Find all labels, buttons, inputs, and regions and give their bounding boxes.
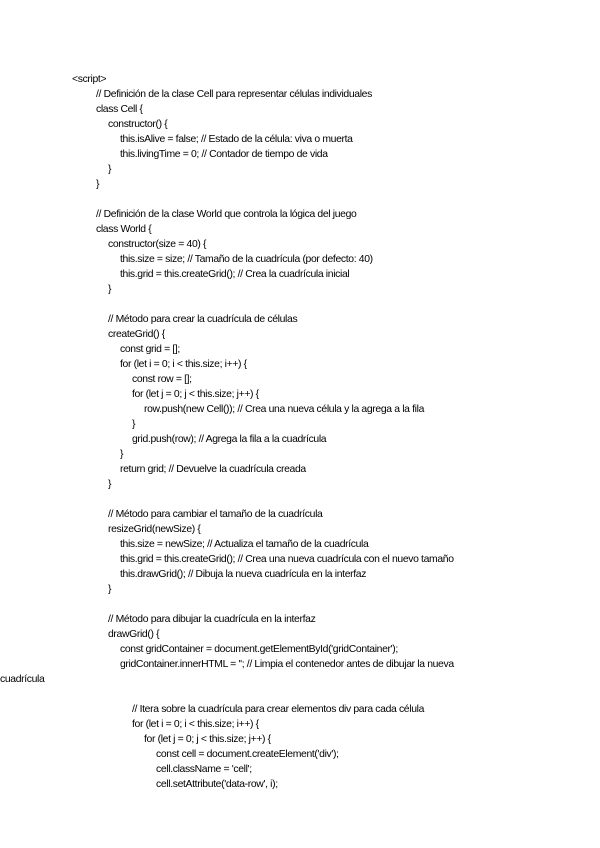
code-line: for (let j = 0; j < this.size; j++) { [132,389,259,400]
code-comment: // Método para dibujar la cuadrícula en la interfaz [108,614,316,625]
code-line: grid.push(row); // Agrega la fila a la cuadrícula [132,434,327,445]
code-line: constructor() { [108,119,168,130]
blank-line [72,492,542,507]
code-line: this.size = size; // Tamaño de la cuadrícula (por defecto: 40) [120,254,373,265]
code-line: } [108,479,112,490]
code-line: } [108,164,112,175]
code-line: for (let i = 0; i < this.size; i++) { [132,719,259,730]
code-line: const grid = []; [120,344,180,355]
code-line: const row = []; [132,374,192,385]
code-line: cell.className = 'cell'; [156,764,252,775]
code-line: constructor(size = 40) { [108,239,207,250]
code-line: } [108,284,112,295]
code-line: this.isAlive = false; // Estado de la célula: viva o muerta [120,134,353,145]
code-comment: // Definición de la clase Cell para representar células individuales [96,89,372,100]
code-line: this.livingTime = 0; // Contador de tiempo de vida [120,149,328,160]
code-line: const gridContainer = document.getElementById('gridContainer'); [120,644,398,655]
code-block [0,72,542,792]
code-line: for (let j = 0; j < this.size; j++) { [144,734,271,745]
code-line: class Cell { [96,104,143,115]
blank-line [72,297,542,312]
code-line: resizeGrid(newSize) { [108,524,201,535]
code-line: } [120,449,124,460]
code-line: for (let i = 0; i < this.size; i++) { [120,359,247,370]
blank-line [72,597,542,612]
code-line: this.drawGrid(); // Dibuja la nueva cuadrícula en la interfaz [120,569,367,580]
blank-line [72,192,542,207]
code-line: } [132,419,136,430]
code-comment: // Definición de la clase World que controla la lógica del juego [96,209,357,220]
code-line-wrap: cuadrícula [0,674,45,685]
code-line: class World { [96,224,152,235]
code-line: this.grid = this.createGrid(); // Crea la cuadrícula inicial [120,269,350,280]
code-line: row.push(new Cell()); // Crea una nueva célula y la agrega a la fila [144,404,424,415]
code-line: cell.setAttribute('data-row', i); [156,779,278,790]
code-line: } [108,584,112,595]
code-line: <script> [72,74,107,85]
code-line: this.size = newSize; // Actualiza el tamaño de la cuadrícula [120,539,369,550]
code-line: drawGrid() { [108,629,160,640]
code-line: this.grid = this.createGrid(); // Crea una nueva cuadrícula con el nuevo tamaño [120,554,454,565]
code-comment: // Método para cambiar el tamaño de la cuadrícula [108,509,323,520]
code-comment: // Método para crear la cuadrícula de células [108,314,298,325]
code-line: createGrid() { [108,329,165,340]
code-line: return grid; // Devuelve la cuadrícula creada [120,464,306,475]
blank-line [72,687,542,702]
code-comment: // Itera sobre la cuadrícula para crear elementos div para cada célula [132,704,425,715]
code-line: gridContainer.innerHTML = ''; // Limpia el contenedor antes de dibujar la nueva [120,659,454,670]
code-line: const cell = document.createElement('div'); [156,749,339,760]
code-line: } [96,179,100,190]
